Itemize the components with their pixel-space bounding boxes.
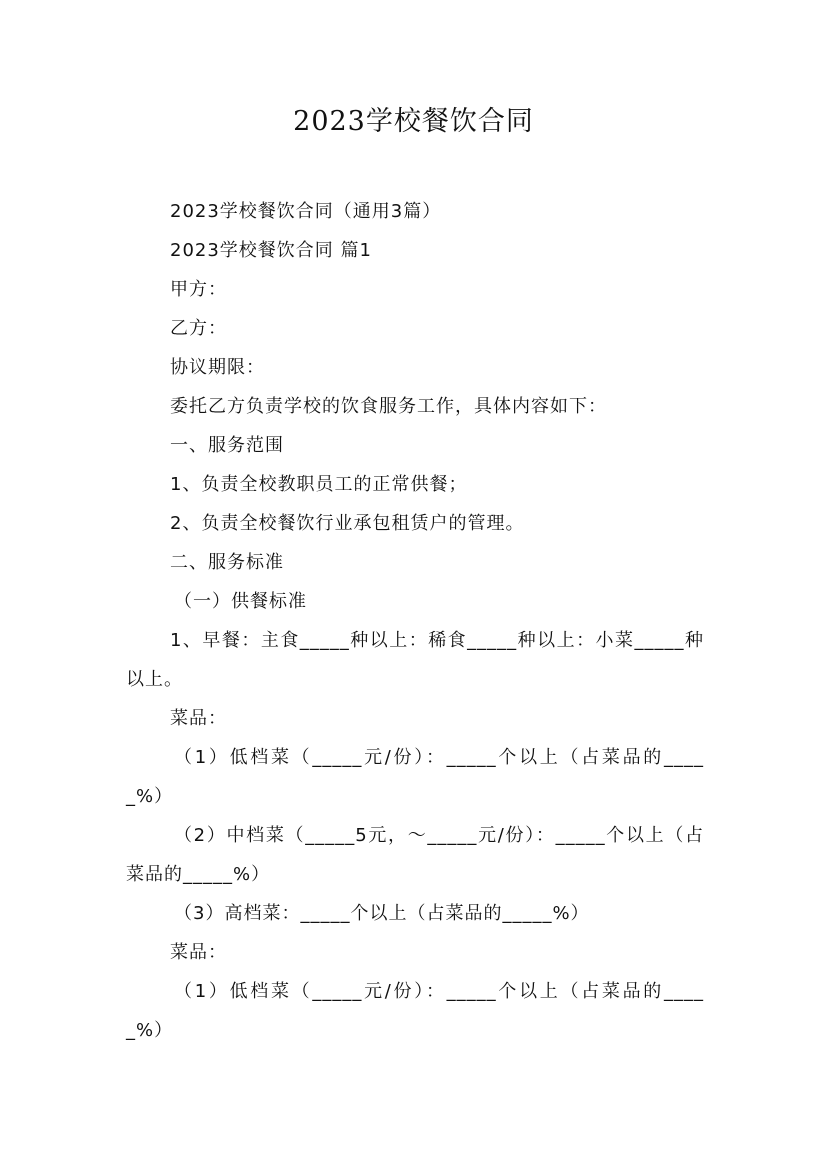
paragraph-party-a: 甲方：	[170, 279, 227, 300]
paragraph-service-scope: 一、服务范围	[170, 435, 284, 456]
document-body	[126, 192, 704, 1050]
paragraph-low-grade: （1）低档菜（_____元/份）：_____个以上（占菜品的_____%）	[126, 747, 704, 807]
paragraph-service-standard: 二、服务标准	[170, 552, 284, 573]
document-title: 2023学校餐饮合同	[293, 106, 534, 137]
paragraph-section-heading: 2023学校餐饮合同 篇1	[170, 240, 372, 261]
paragraph-mid-grade: （2）中档菜（_____5元，～_____元/份）：_____个以上（占菜品的_____%）	[126, 825, 704, 885]
paragraph-subtitle: 2023学校餐饮合同（通用3篇）	[170, 201, 442, 222]
paragraph-meal-standard: （一）供餐标准	[174, 591, 307, 612]
paragraph-scope-item-2: 2、负责全校餐饮行业承包租赁户的管理。	[170, 513, 525, 534]
paragraph-term: 协议期限：	[170, 357, 265, 378]
paragraph-dishes-label-2: 菜品：	[170, 942, 227, 963]
paragraph-party-b: 乙方：	[170, 318, 227, 339]
paragraph-dishes-label: 菜品：	[170, 708, 227, 729]
paragraph-high-grade: （3）高档菜：_____个以上（占菜品的_____%）	[174, 903, 590, 924]
paragraph-breakfast: 1、早餐：主食_____种以上：稀食_____种以上：小菜_____种以上。	[126, 630, 704, 690]
paragraph-low-grade-2: （1）低档菜（_____元/份）：_____个以上（占菜品的_____%）	[126, 981, 704, 1041]
paragraph-intro: 委托乙方负责学校的饮食服务工作，具体内容如下：	[170, 396, 607, 417]
paragraph-scope-item-1: 1、负责全校教职员工的正常供餐；	[170, 474, 468, 495]
